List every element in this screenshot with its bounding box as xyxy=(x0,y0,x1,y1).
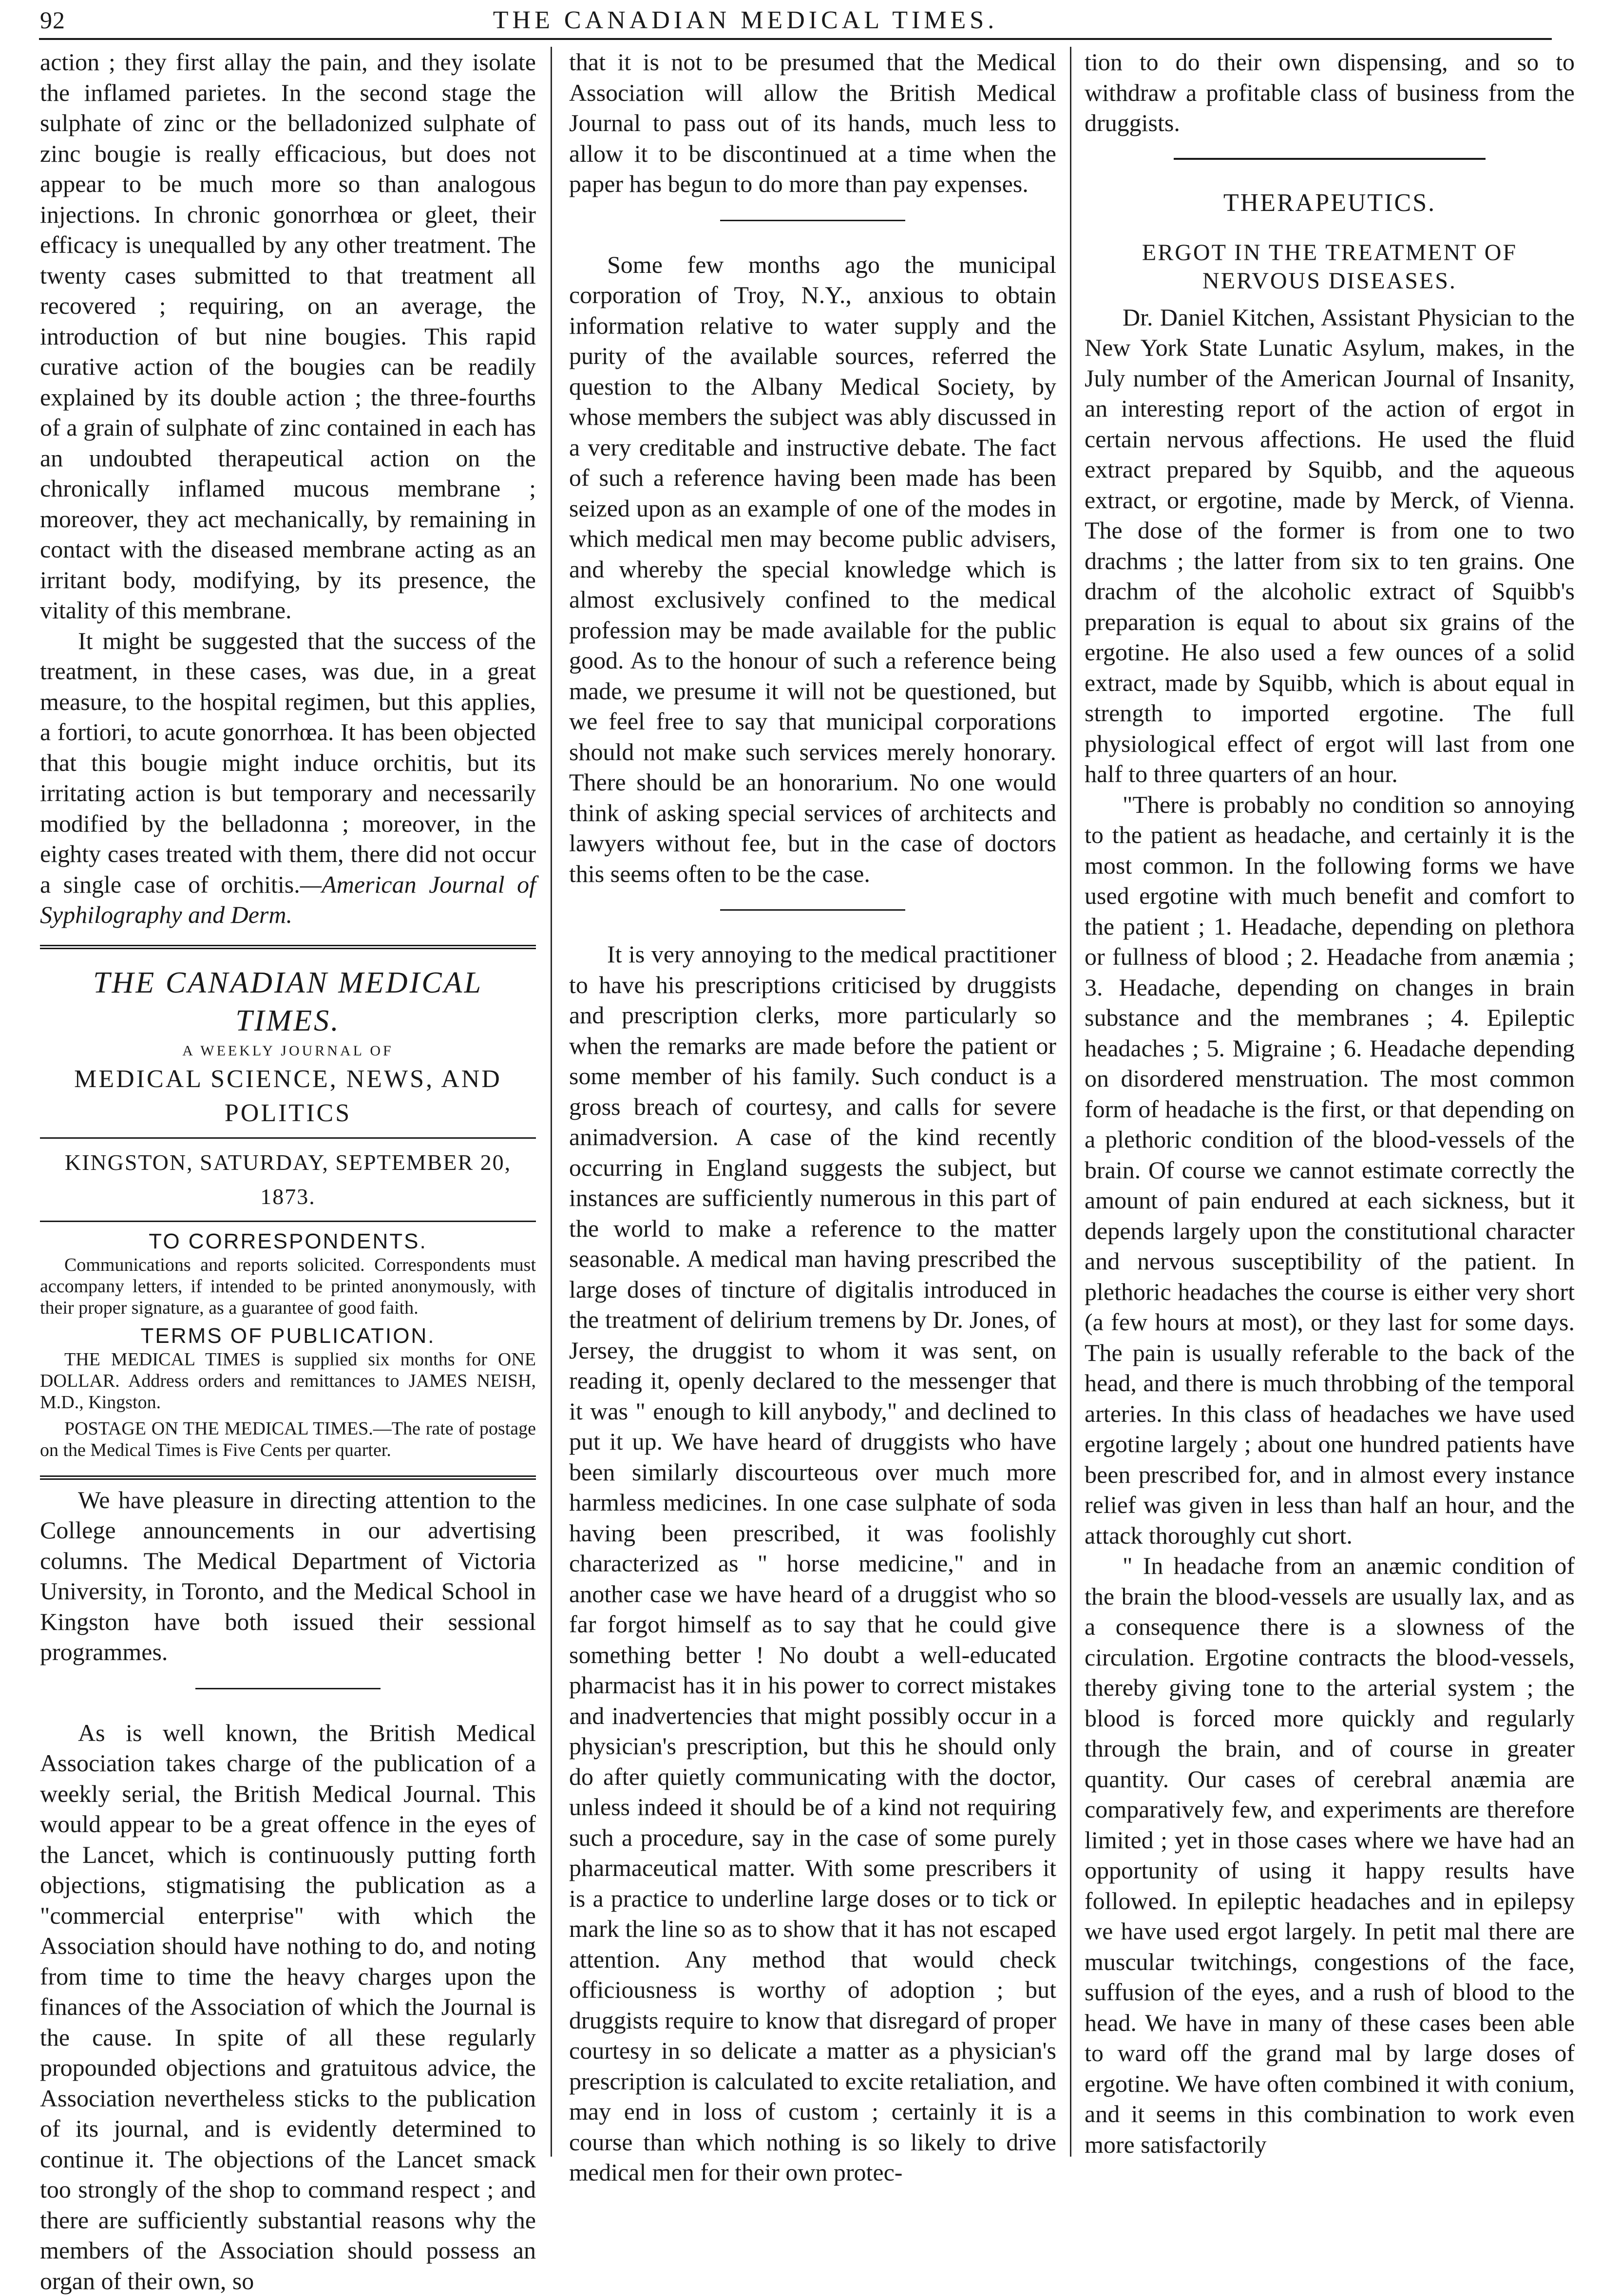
page-number: 92 xyxy=(40,6,65,34)
running-head: THE CANADIAN MEDICAL TIMES. xyxy=(438,6,1052,35)
correspondents-heading: TO CORRESPONDENTS. xyxy=(40,1229,536,1254)
column-rule-2 xyxy=(1070,47,1071,2157)
masthead-rule xyxy=(40,1137,536,1139)
col3-paragraph-1: tion to do their own dispensing, and so to withdraw a profitable class of business from the druggists. xyxy=(1085,47,1575,138)
col1-separator xyxy=(195,1688,381,1689)
column-3 xyxy=(1085,47,1575,2157)
col3-paragraph-4: " In headache from an anæmic condition of the brain the blood-vessels are usually lax, and as a consequence there is a slowness of the circulation. Ergotine contracts the blood-vessels, thereby giving tone to the arterial system ; the blood is forced more quickly and regularly through the brain, and of course in greater quantity. Our cases of cerebral anæmia are comparatively few, and experiments are therefore limited ; yet in those cases where we have had an opportunity of using it happy results have followed. In epileptic headaches and in epilepsy we have used ergot largely. In petit mal there are muscular twitchings, congestions of the face, suffusion of the eyes, and a rush of blood to the head. We have in many of these cases been able to ward off the grand mal by large doses of ergotine. We have often combined it with conium, and it seems in this combination to work even more satisfactorily xyxy=(1085,1550,1575,2160)
article-heading-ergot: ERGOT IN THE TREATMENT OF NERVOUS DISEASES. xyxy=(1085,239,1575,295)
col1-paragraph-4: As is well known, the British Medical Association takes charge of the publication of a weekly serial, the British Medical Journal. This would appear to be a great offence in the eyes of the Lancet, which is continuously putting forth objections, stigmatising the publication as a "commercial enterprise" with which the Association should have nothing to do, and noting from time to time the heavy charges upon the finances of the Association of which the Journal is the cause. In spite of all these regularly propounded objections and gratuitous advice, the Association nevertheless sticks to the publication of its journal, and is evidently determined to continue it. The objections of the Lancet smack too strongly of the shop to command respect ; and there are sufficiently substantial reasons why the members of the Association should possess an organ of their own, so xyxy=(40,1718,536,2296)
col1-paragraph-2-text: It might be suggested that the success of the treatment, in these cases, was due, in a great measure, to the hospital regimen, but this applies, a fortiori, to acute gonorrhœa. It has been objected that this bougie might induce orchitis, but its irritating action is but temporary and necessarily modified by the belladonna ; moreover, in the eighty cases treated with them, there did not occur a single case of orchitis. xyxy=(40,627,536,898)
col1-paragraph-2-source: —American Journal of Syphilography and Derm. xyxy=(40,871,536,929)
terms-notice: THE MEDICAL TIMES is supplied six months for ONE DOLLAR. Address orders and remittances to JAMES NEISH, M.D., Kingston. xyxy=(40,1349,536,1413)
col1-paragraph-1: action ; they first allay the pain, and they isolate the inflamed parietes. In the second stage the sulphate of zinc or the belladonized sulphate of zinc bougie is really efficacious, but does not appear to be much more so than analogous injections. In chronic gonorrhœa or gleet, their efficacy is unequalled by any other treatment. The twenty cases submitted to that treatment all recovered ; requiring, on an average, the introduction of but nine bougies. This rapid curative action of the bougies can be readily explained by its double action ; the three-fourths of a grain of sulphate of zinc contained in each has an undoubted therapeutical action on the chronically inflamed mucous membrane ; moreover, they act mechanically, by remaining in contact with the diseased membrane acting as an irritant body, modifying, by its presence, the vitality of this membrane. xyxy=(40,47,536,626)
masthead-dateline: KINGSTON, SATURDAY, SEPTEMBER 20, 1873. xyxy=(40,1146,536,1214)
masthead-subtitle: A WEEKLY JOURNAL OF xyxy=(40,1040,536,1062)
column-1 xyxy=(40,47,536,2157)
col2-paragraph-3: It is very annoying to the medical practitioner to have his prescriptions criticised by druggists and prescription clerks, more particularly so when the remarks are made before the patient or some member of his family. Such conduct is a gross breach of courtesy, and calls for severe animadversion. A case of the kind recently occurring in England suggests the subject, but instances are sufficiently numerous in this part of the world to make a reference to the matter seasonable. A medical man having prescribed the large doses of tincture of digitalis introduced in the treatment of delirium tremens by Dr. Jones, of Jersey, the druggist to whom it was sent, on reading it, openly declared to the messenger that it was " enough to kill anybody," and declined to put it up. We have heard of druggists who have been similarly discourteous over much more harmless medicines. In one case sulphate of soda having been prescribed, it was foolishly characterized as " horse medicine," and in another case we have heard of a druggist who so far forgot himself as to say that he could give something better ! No doubt a well-educated pharmacist has it in his power to correct mistakes and inadvertencies that might possibly occur in a physician's prescription, but this he should only do after quietly communicating with the doctor, unless indeed it should be of a kind not requiring such a procedure, say in the case of some purely pharmaceutical matter. With some prescribers it is a practice to underline large doses or to tick or mark the line so as to show that it has not escaped attention. Any method that would check officiousness is worthy of adoption ; but druggists require to know that disregard of proper courtesy in so delicate a matter as a physician's prescription is calculated to excite retaliation, and may end in loss of custom ; certainly it is a course than which nothing is so likely to drive medical men for their own protec- xyxy=(569,939,1056,2188)
col2-separator-2 xyxy=(720,909,905,911)
terms-heading: TERMS OF PUBLICATION. xyxy=(40,1323,536,1349)
col1-paragraph-3: We have pleasure in directing attention to the College announcements in our advertising columns. The Medical Department of Victoria University, in Toronto, and the Medical School in Kingston have both issued their sessional programmes. xyxy=(40,1485,536,1667)
col1-paragraph-2 xyxy=(40,626,536,930)
masthead-title: THE CANADIAN MEDICAL TIMES. xyxy=(40,964,536,1040)
col2-paragraph-2: Some few months ago the municipal corporation of Troy, N.Y., anxious to obtain information relative to water supply and the purity of the available sources, referred the question to the Albany Medical Society, by whose members the subject was ably discussed in a very creditable and instructive debate. The fact of such a reference having been made has been seized upon as an example of one of the modes in which medical men may become public advisers, and whereby the special knowledge which is almost exclusively confined to the medical profession may be made available for the public good. As to the honour of such a reference being made, we presume it will not be questioned, but we feel free to say that municipal corporations should not make such services merely honorary. There should be an honorarium. No one would think of asking special services of architects and lawyers without fee, but in the case of doctors this seems often to be the case. xyxy=(569,249,1056,889)
correspondents-notice: Communications and reports solicited. Correspondents must accompany letters, if intended to be printed anonymously, with their proper signature, as a guarantee of good faith. xyxy=(40,1254,536,1319)
column-2 xyxy=(569,47,1056,2157)
col3-paragraph-3: "There is probably no condition so annoying to the patient as headache, and certainly it is the most common. In the following forms we have used ergotine with much benefit and comfort to the patient ; 1. Headache, depending on plethora or fullness of blood ; 2. Headache from anæmia ; 3. Headache, depending on changes in brain substance and the membranes ; 4. Epileptic headaches ; 5. Migraine ; 6. Headache depending on disordered menstruation. The most common form of headache is the first, or that depending on a plethoric condition of the blood-vessels of the brain. Of course we cannot estimate correctly the amount of pain endured at each sickness, but it depends largely upon the constitutional character and nervous susceptibility of the patient. In plethoric headaches the course is either very short (a few hours at most), or they last for some days. The pain is usually referable to the back of the head, and there is much throbbing of the temporal arteries. In this class of headaches we have used ergotine largely ; about one hundred patients have been prescribed for, and in almost every instance relief was given in less than half an hour, and the attack thoroughly cut short. xyxy=(1085,789,1575,1551)
dateline-rule xyxy=(40,1221,536,1222)
col2-paragraph-1: that it is not to be presumed that the Medical Association will allow the British Medical Journal to pass out of its hands, much less to allow it to be discontinued at a time when the paper has begun to do more than pay expenses. xyxy=(569,47,1056,199)
col3-paragraph-2: Dr. Daniel Kitchen, Assistant Physician to the New York State Lunatic Asylum, makes, in the July number of the American Journal of Insanity, an interesting report of the action of ergot in certain nervous affections. He used the fluid extract prepared by Squibb, and the aqueous extract, or ergotine, made by Merck, of Vienna. The dose of the former is from one to two drachms ; the latter from six to ten grains. One drachm of the alcoholic extract of Squibb's preparation is equal to about six grains of the ergotine. He also used a few ounces of a solid extract, made by Squibb, which is about equal in strength to imported ergotine. The full physiological effect of ergot will last from one half to three quarters of an hour. xyxy=(1085,302,1575,789)
therapeutics-rule xyxy=(1174,158,1486,160)
column-rule-1 xyxy=(551,47,552,2157)
notices-bottom-rule xyxy=(40,1475,536,1480)
header-rule xyxy=(39,38,1552,40)
masthead-top-rule xyxy=(40,945,536,949)
masthead-tagline: MEDICAL SCIENCE, NEWS, AND POLITICS xyxy=(40,1062,536,1130)
postage-notice: POSTAGE ON THE MEDICAL TIMES.—The rate of postage on the Medical Times is Five Cents per quarter. xyxy=(40,1418,536,1461)
section-heading-therapeutics: THERAPEUTICS. xyxy=(1085,187,1575,219)
col2-separator-1 xyxy=(720,220,905,221)
